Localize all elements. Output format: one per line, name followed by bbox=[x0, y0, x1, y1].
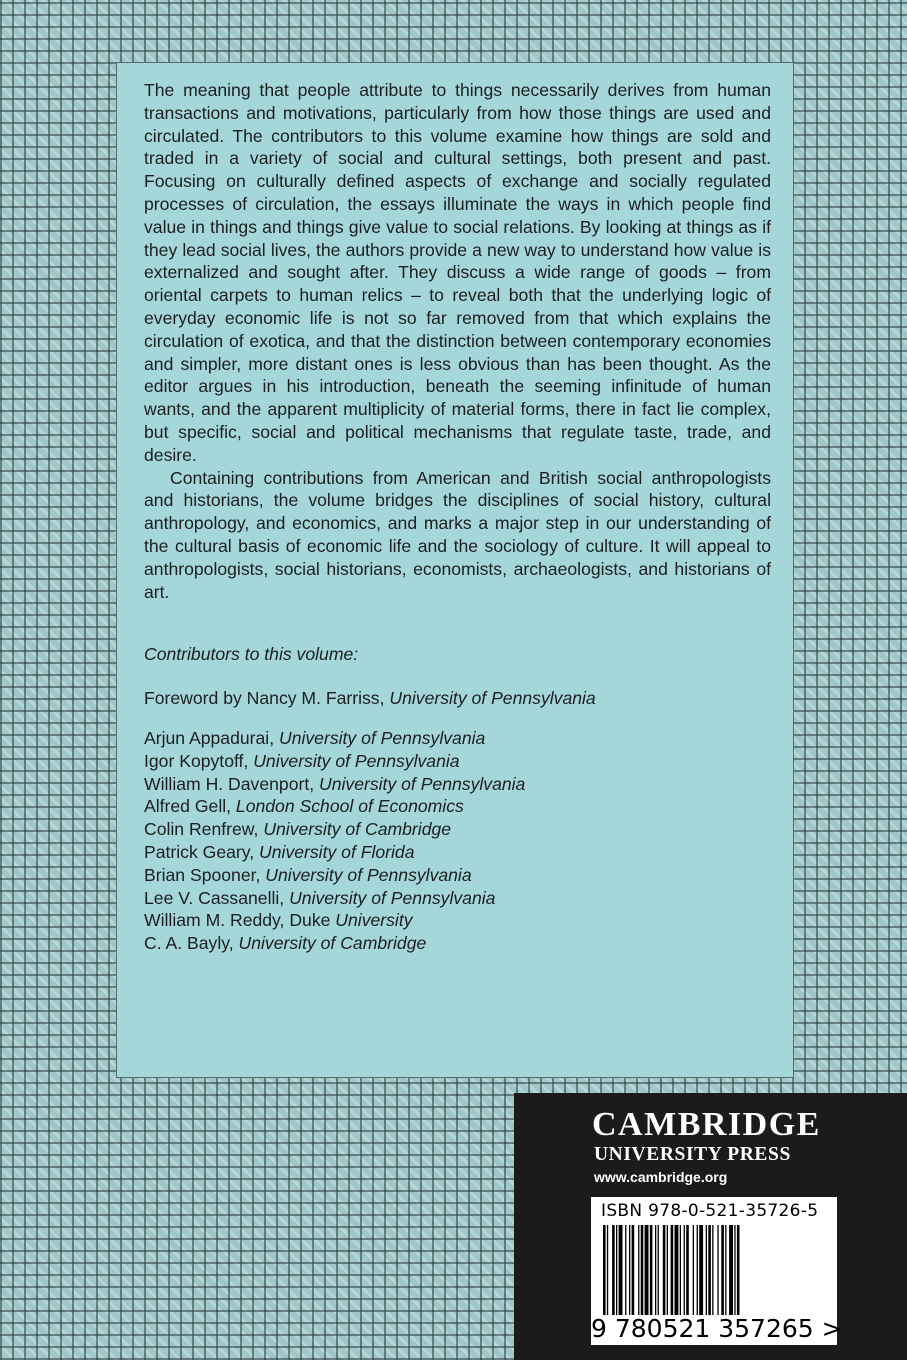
contributor-name: Colin Renfrew, bbox=[144, 819, 259, 840]
barcode-bar bbox=[629, 1225, 630, 1315]
contributor-affiliation: University bbox=[335, 910, 413, 931]
contributor-affiliation: University of Florida bbox=[259, 841, 415, 862]
contributor-affiliation: University of Pennsylvania bbox=[278, 727, 486, 748]
publisher-block bbox=[514, 1093, 907, 1360]
barcode-bar bbox=[663, 1225, 666, 1315]
contributor-list bbox=[144, 727, 771, 955]
barcode-bar bbox=[699, 1225, 703, 1315]
barcode-bar bbox=[641, 1225, 644, 1315]
blurb-paragraph-1: The meaning that people attribute to things necessarily derives from human transactions and motivations, particularly from how those things are used and circulated. The contributors to this volume examine how things are sold and traded in a variety of social and cultural settings, both present and past. Focusing on culturally defined aspects of exchange and socially regulated processes of circulation, the essays illuminate the ways in which people find value in things and things give value to social relations. By looking at things as if they lead social lives, the authors provide a new way to understand how value is externalized and sought after. They discuss a wide range of goods – from oriental carpets to human relics – to reveal both that the underlying logic of everyday economic life is not so far removed from that which explains the circulation of exotica, and that the distinction between contemporary economies and simpler, more distant ones is less obvious than has been thought. As the editor argues in his introduction, beneath the seeming infinitude of human wants, and the apparent multiplicity of material forms, there in fact lie complex, but specific, social and political mechanisms that regulate taste, trade, and desire. bbox=[144, 80, 771, 465]
barcode-bar bbox=[717, 1225, 718, 1315]
barcode-bar bbox=[684, 1225, 685, 1315]
contributor-affiliation: London School of Economics bbox=[235, 796, 464, 817]
contributor-name: Alfred Gell, bbox=[144, 796, 232, 817]
ean-digits: 9 780521 357265 > bbox=[591, 1314, 843, 1343]
contributor-name: Brian Spooner, bbox=[144, 864, 261, 885]
barcode-bar bbox=[650, 1225, 653, 1315]
contributor-item bbox=[144, 795, 771, 818]
contributor-item bbox=[144, 864, 771, 887]
barcode-bar bbox=[616, 1225, 617, 1315]
barcode-bar bbox=[625, 1225, 626, 1315]
isbn-text: ISBN 978-0-521-35726-5 bbox=[601, 1201, 819, 1221]
contributor-item bbox=[144, 909, 771, 932]
barcode-bar bbox=[680, 1225, 681, 1315]
barcode-bar bbox=[671, 1225, 674, 1315]
barcode bbox=[601, 1225, 827, 1317]
barcode-bar bbox=[667, 1225, 668, 1315]
contributor-affiliation: University of Pennsylvania bbox=[319, 773, 526, 794]
description-panel bbox=[116, 62, 794, 1078]
barcode-label bbox=[591, 1197, 843, 1345]
publisher-subname: UNIVERSITY PRESS bbox=[594, 1144, 791, 1165]
contributor-affiliation: University of Cambridge bbox=[238, 933, 427, 954]
barcode-bar bbox=[708, 1225, 711, 1315]
contributor-item bbox=[144, 887, 771, 910]
contributor-name: C. A. Bayly, bbox=[144, 933, 234, 954]
publisher-name: CAMBRIDGE bbox=[592, 1106, 821, 1143]
contributor-item bbox=[144, 773, 771, 796]
foreword-name: Foreword by Nancy M. Farriss, bbox=[144, 688, 385, 709]
barcode-bar bbox=[655, 1225, 656, 1315]
barcode-bar bbox=[697, 1225, 698, 1315]
barcode-bar bbox=[619, 1225, 623, 1315]
barcode-bar bbox=[675, 1225, 679, 1315]
contributor-name: Arjun Appadurai, bbox=[144, 727, 275, 748]
book-blurb bbox=[144, 79, 771, 603]
contributor-item bbox=[144, 841, 771, 864]
contributor-name: Igor Kopytoff, bbox=[144, 750, 249, 771]
barcode-bar bbox=[607, 1225, 608, 1315]
contributor-item bbox=[144, 818, 771, 841]
contributor-name: William M. Reddy, Duke bbox=[144, 910, 331, 931]
contributor-name: Patrick Geary, bbox=[144, 841, 255, 862]
barcode-bar bbox=[721, 1225, 724, 1315]
barcode-bar bbox=[734, 1225, 735, 1315]
contributor-name: William H. Davenport, bbox=[144, 773, 315, 794]
contributors-heading: Contributors to this volume: bbox=[144, 644, 359, 665]
contributor-affiliation: University of Pennsylvania bbox=[253, 750, 460, 771]
contributor-affiliation: University of Pennsylvania bbox=[289, 887, 496, 908]
foreword-credit bbox=[144, 687, 771, 710]
publisher-url: www.cambridge.org bbox=[594, 1169, 728, 1185]
barcode-bar bbox=[737, 1225, 740, 1315]
barcode-bar bbox=[658, 1225, 659, 1315]
barcode-bar bbox=[725, 1225, 726, 1315]
barcode-bar bbox=[632, 1225, 635, 1315]
contributor-affiliation: University of Cambridge bbox=[263, 819, 452, 840]
contributor-item bbox=[144, 932, 771, 955]
contributor-name: Lee V. Cassanelli, bbox=[144, 887, 285, 908]
barcode-bar bbox=[603, 1225, 606, 1315]
contributor-item bbox=[144, 750, 771, 773]
barcode-bar bbox=[612, 1225, 615, 1315]
barcode-bar bbox=[712, 1225, 713, 1315]
foreword-affiliation: University of Pennsylvania bbox=[389, 688, 596, 709]
barcode-bar bbox=[645, 1225, 649, 1315]
barcode-bar bbox=[729, 1225, 733, 1315]
barcode-bar bbox=[638, 1225, 639, 1315]
barcode-bar bbox=[686, 1225, 689, 1315]
contributor-affiliation: University of Pennsylvania bbox=[265, 864, 472, 885]
barcode-bar bbox=[693, 1225, 694, 1315]
contributor-item bbox=[144, 727, 771, 750]
barcode-bar bbox=[706, 1225, 707, 1315]
blurb-paragraph-2: Containing contributions from American and British social anthropologists and historians, the volume bridges the disciplines of social history, cultural anthropology, and economics, and marks a major step in our understanding of the cultural basis of economic life and the sociology of culture. It will appeal to anthropologists, social historians, economists, archaeologists, and historians of art. bbox=[144, 467, 771, 602]
